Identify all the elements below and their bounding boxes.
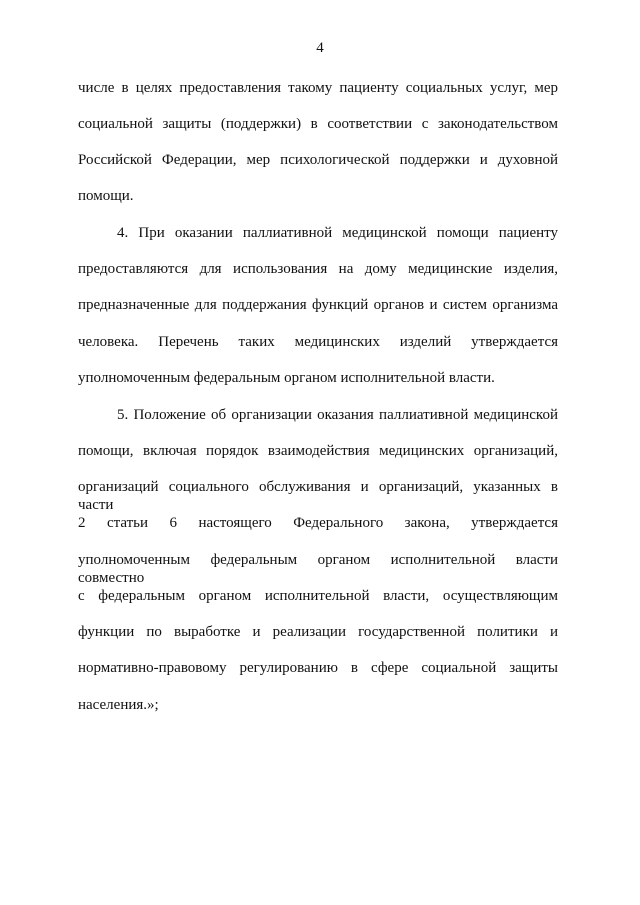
paragraph-3-line-1: 5. Положение об организации оказания паллиативной медицинской — [117, 407, 558, 423]
paragraph-3-line-8: нормативно-правовому регулированию в сфере социальной защиты — [78, 660, 558, 676]
paragraph-2-line-5: уполномоченным федеральным органом исполнительной власти. — [78, 370, 495, 386]
paragraph-3-line-4: 2 статьи 6 настоящего Федерального закона, утверждается — [78, 515, 558, 531]
paragraph-2-line-1: 4. При оказании паллиативной медицинской помощи пациенту — [117, 225, 558, 241]
paragraph-1-line-4: помощи. — [78, 188, 134, 204]
paragraph-2-line-3: предназначенные для поддержания функций органов и систем организма — [78, 297, 558, 313]
page-number: 4 — [316, 40, 324, 56]
paragraph-3-line-7: функции по выработке и реализации государственной политики и — [78, 624, 558, 640]
paragraph-3-line-5: уполномоченным федеральным органом исполнительной власти совместно — [78, 552, 558, 586]
paragraph-1-line-1: числе в целях предоставления такому пациенту социальных услуг, мер — [78, 80, 558, 96]
paragraph-1-line-2: социальной защиты (поддержки) в соответствии с законодательством — [78, 116, 558, 132]
paragraph-2-line-2: предоставляются для использования на дому медицинские изделия, — [78, 261, 558, 277]
paragraph-2-line-4: человека. Перечень таких медицинских изделий утверждается — [78, 334, 558, 350]
paragraph-3-line-6: с федеральным органом исполнительной власти, осуществляющим — [78, 588, 558, 604]
paragraph-3-line-9: населения.»; — [78, 697, 159, 713]
paragraph-3-line-3: организаций социального обслуживания и организаций, указанных в части — [78, 479, 558, 513]
paragraph-1-line-3: Российской Федерации, мер психологической поддержки и духовной — [78, 152, 558, 168]
paragraph-3-line-2: помощи, включая порядок взаимодействия медицинских организаций, — [78, 443, 558, 459]
